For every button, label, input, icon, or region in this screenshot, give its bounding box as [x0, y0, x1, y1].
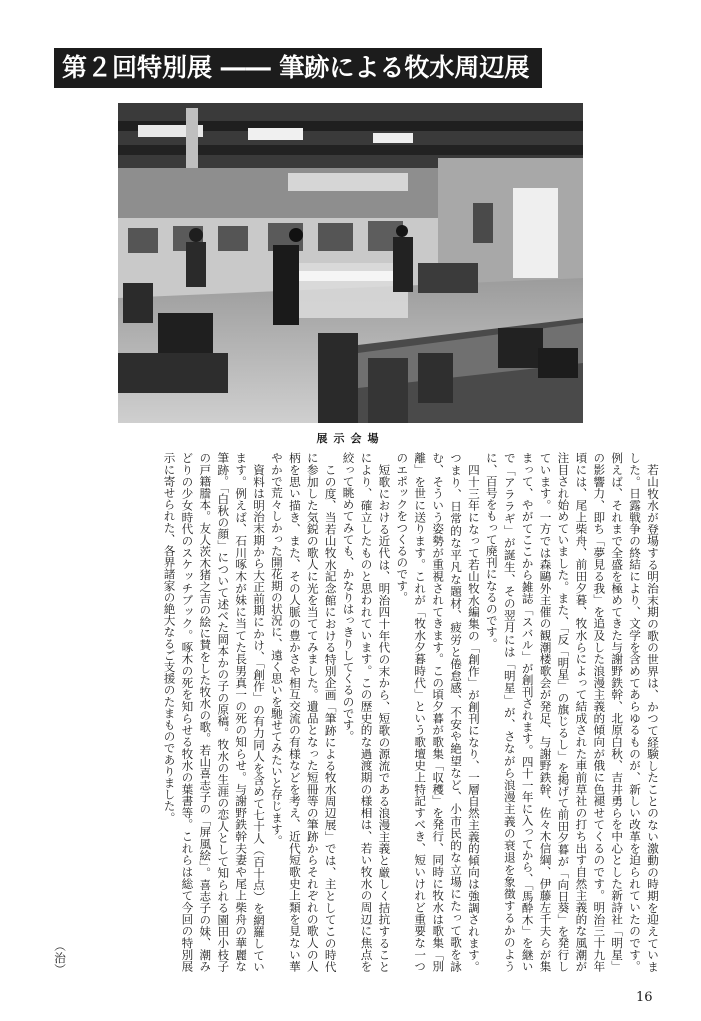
paragraph: 四十三年になって若山牧水編集の「創作」が創刊になり、一層自然主義的傾向は強調されます。つまり、日常的な平凡な題材、疲労と倦怠感、不安や絶望など、小市民的な立場にたって歌を詠む、そういう姿勢が重視されてきます。この頃夕暮が歌集「収穫」を発行、同時に牧水は歌集「別離」を世に送ります。これが「牧水夕暮時代」という歌壇史上特記すべき、短いけれど重要な一つのエポックをつくるのです。	[395, 452, 481, 972]
paragraph: 短歌における近代は、明治四十年代の末から、短歌の源流である浪漫主義と厳しく拮抗することにより、確立したものと思われています。この歴史的な過渡期の様相は、若い牧水の周辺に焦点を絞って眺めてみても、かなりはっきりしてくるのです。	[341, 452, 392, 972]
photo-caption: 展示会場	[316, 432, 385, 445]
paragraph: 若山牧水が登場する明治末期の歌の世界は、かつて経験したことのない激動の時期を迎えていました。日露戦争の終結により、文学を含めてあらゆるものが、新しい改革を迫られていたのです。例えば、それまで全盛を極めてきた与謝野鉄幹、北原白秋、吉井勇らを中心とした新詩社「明星」の影響力、即ち「夢見る我」を追及した浪漫主義的傾向が俄に色褪せてくるのです。明治三十九年頃には、尾上柴舟、前田夕暮、牧水らによって結成された車前草社の打ち出す自然主義的な風潮が注目され始めていました。また、「反「明星」の旗じるし」を掲げて前田夕暮が「向日葵」を発行しています。一方では森鷗外主催の観潮楼歌会が発足、与謝野鉄幹、佐々木信綱、伊藤左千夫らが集まって、やがてここから雑誌「スバル」が創刊されます。四十一年に入ってから、「馬酔木」を継いで「アララギ」が誕生、その翌月には「明星」が、さながら浪漫主義の衰退を象徴するかのように、百号をもって廃刊になるのです。	[484, 452, 660, 972]
exhibition-hall-photo	[118, 103, 583, 423]
paragraph: この度、当若山牧水記念館における特別企画「筆跡による牧水周辺展」では、主としてこの時代に参加した気鋭の歌人に光を当ててみました。遺品となった短冊等の筆跡からそれぞれの歌人の人柄を思い描き、また、その人脈の豊かさや相互交流の有様などを考え、近代短歌史上類を見ない華やかで荒々しかった開花期の状況に、遠く思いを馳せてみたいと存じます。	[269, 452, 338, 972]
page-number: 16	[636, 990, 653, 1005]
author-signature: （治）	[53, 940, 67, 975]
paragraph: 資料は明治末期から大正前期にかけ、「創作」の有力同人を含めて七十人（百十点）を網羅しています。例えば、石川啄木が妹に当てた長男真一の死の知らせ。与謝野鉄幹夫妻や尾上柴舟の華麗な筆跡。「白秋の顔」について述べた岡本かの子の原稿。牧水の生涯の恋人として知られる園田小枝子の戸籍謄本。友人茨木猪之吉の絵に賛をした牧水の歌。若山喜志子の「屏風絵」。喜志子の妹、潮みどりの少女時代のスケッチブック。啄木の死を知らせる牧水の葉書等。これらは総て今回の特別展示に寄せられた、各界諸家の絶大なるご支援のたまものでありました。	[162, 452, 267, 972]
article-body	[86, 452, 661, 972]
page-title: 第２回特別展 ―― 筆跡による牧水周辺展	[54, 48, 542, 88]
